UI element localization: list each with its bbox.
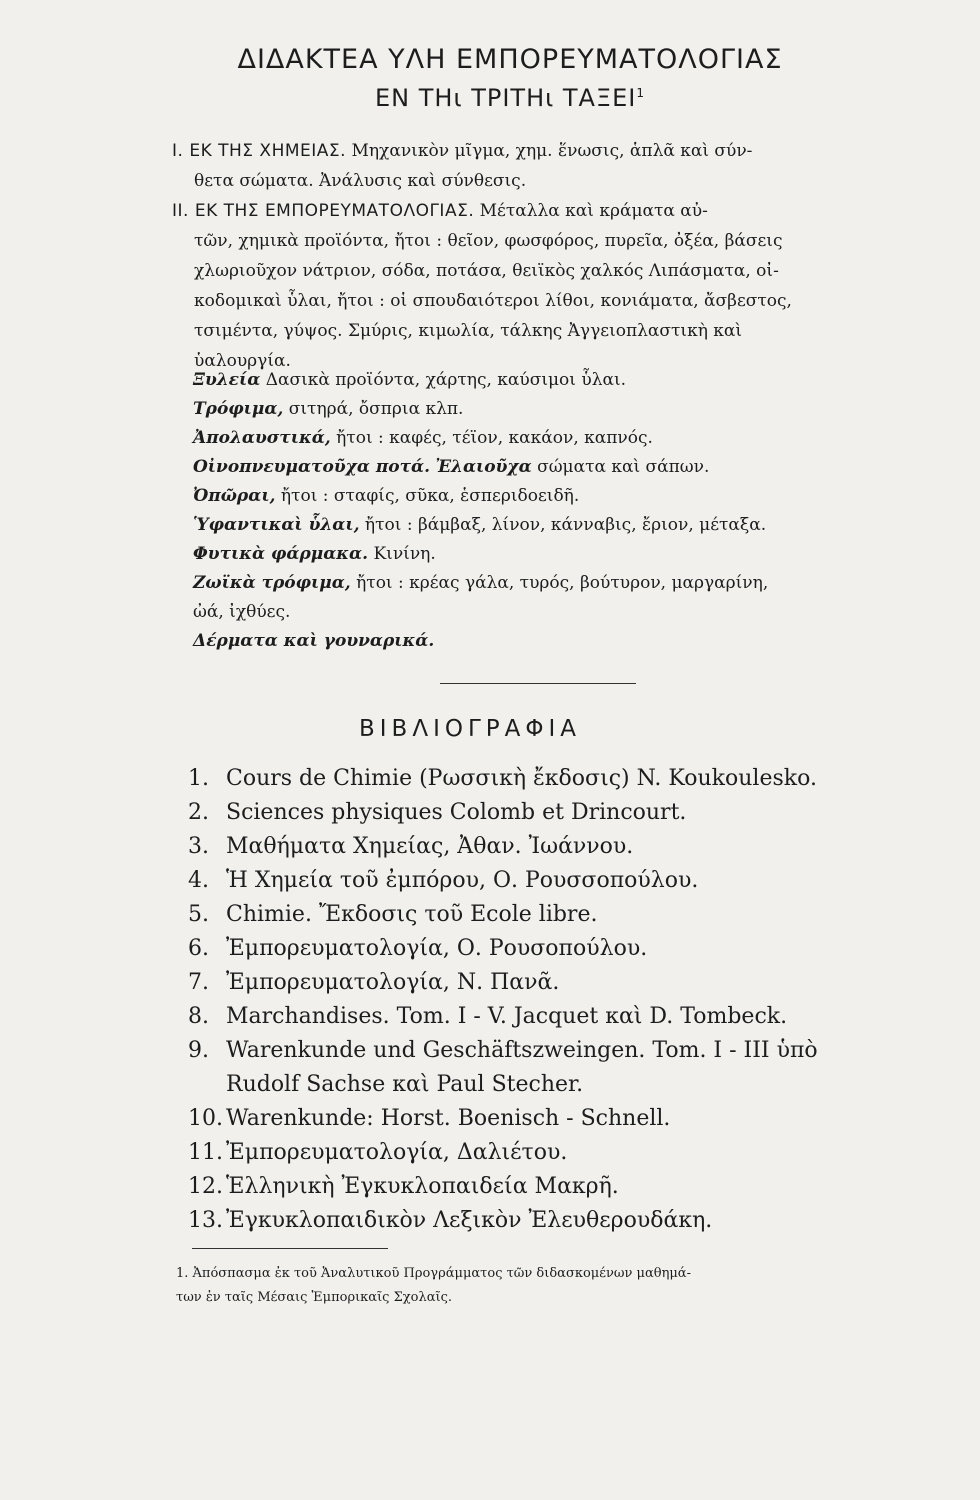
section-chemistry [172,136,902,196]
item-heading: Φυτικὰ φάρμακα. [193,544,369,564]
entry-text: Cours de Chimie (Ρωσσικὴ ἔκδοσις) N. Koukoulesko. [226,766,817,791]
entry-number: 13. [188,1208,223,1233]
item-text: ὠά, ἰχθύες. [193,602,291,622]
bibliography-entry [188,830,908,864]
item-text: σώματα καὶ σάπων. [537,457,710,477]
item-heading: Δέρματα καὶ γουναρικά. [193,631,435,651]
entry-text: Ἡ Χημεία τοῦ ἐμπόρου, Ο. Ρουσσοπούλου. [226,868,699,893]
entry-number: 1. [188,766,209,791]
entry-text: Ἑλληνικὴ Ἐγκυκλοπαιδεία Μακρῆ. [226,1174,619,1199]
entry-number: 9. [188,1038,209,1063]
section-text: Μηχανικὸν μῖγμα, χημ. ἕνωσις, ἁπλᾶ καὶ σύν- [351,141,753,161]
section-line: χλωριοῦχον νάτριον, σόδα, ποτάσα, θειϊκὸς χαλκός Λιπάσματα, οἰ- [194,261,779,281]
list-item [193,598,913,627]
bibliography-entry [188,1102,908,1136]
entry-text: Chimie. Ἔκδοσις τοῦ Ecole libre. [226,902,598,927]
footnote [176,1262,916,1310]
bibliography-entry [188,762,908,796]
list-item [193,540,913,569]
entry-number: 2. [188,800,209,825]
item-heading: Ὑφαντικαὶ ὗλαι, [193,515,360,535]
item-heading: Ἀπολαυστικά, [193,428,331,448]
bibliography-entry [188,898,908,932]
item-heading: Ὀπῶραι, [193,486,276,506]
bibliography-entry [188,1000,908,1034]
section-label: ΙΙ. ΕΚ ΤΗΣ ΕΜΠΟΡΕΥΜΑΤΟΛΟΓΙΑΣ. [172,201,475,221]
section-line [172,196,902,226]
footnote-line: 1. Ἀπόσπασμα ἐκ τοῦ Ἀναλυτικοῦ Προγράμματος τῶν διδασκομένων μαθημά- [176,1266,691,1281]
entry-number: 8. [188,1004,209,1029]
list-item [193,395,913,424]
item-heading: Ξυλεία [193,370,261,390]
item-text: ἤτοι : καφές, τέϊον, κακάον, καπνός. [336,428,653,448]
section-commodities [172,196,902,376]
bibliography-entry [188,1204,908,1238]
item-heading: Ἐλαιοῦχα [435,457,532,477]
entry-number: 3. [188,834,209,859]
bibliography-entry [188,966,908,1000]
section-line: κοδομικαὶ ὗλαι, ἤτοι : οἱ σπουδαιότεροι λίθοι, κονιάματα, ἄσβεστος, [194,291,792,311]
bibliography-entry [188,932,908,966]
entry-text: Ἐμπορευματολογία, Ν. Πανᾶ. [226,970,560,995]
page-title: ΔΙΔΑΚΤΕΑ ΥΛΗ ΕΜΠΟΡΕΥΜΑΤΟΛΟΓΙΑΣ [237,44,783,75]
item-text: Κινίνη. [373,544,436,564]
entry-number: 7. [188,970,209,995]
section-line: τσιμέντα, γύψος. Σμύρις, κιμωλία, τάλκης Ἀγγειοπλαστικὴ καὶ [194,321,743,341]
item-text: σιτηρά, ὄσπρια κλπ. [288,399,464,419]
bibliography-entry [188,1136,908,1170]
item-heading: Τρόφιμα, [193,399,284,419]
list-item [193,453,913,482]
item-text: Δασικὰ προϊόντα, χάρτης, καύσιμοι ὗλαι. [265,370,627,390]
entry-number: 11. [188,1140,223,1165]
footnote-line: των ἐν ταῖς Μέσαις Ἐμπορικαῖς Σχολαῖς. [176,1290,453,1305]
entry-text: Warenkunde und Geschäftszweingen. Tom. I - III ὑπὸ [226,1038,818,1063]
bibliography-entry [188,864,908,898]
item-text: ἤτοι : βάμβαξ, λίνον, κάνναβις, ἔριον, μέταξα. [364,515,767,535]
section-line: θετα σώματα. Ἀνάλυσις καὶ σύνθεσις. [194,171,527,191]
entry-continuation: Rudolf Sachse καὶ Paul Stecher. [226,1072,584,1097]
bibliography-entry [188,1034,908,1102]
entry-text: Warenkunde: Horst. Boenisch - Schnell. [226,1106,671,1131]
list-item [193,424,913,453]
bibliography-title: ΒΙΒΛΙΟΓΡΑΦΙΑ [359,716,581,742]
item-heading: Ζωϊκὰ τρόφιμα, [193,573,351,593]
entry-text: Ἐμπορευματολογία, Δαλιέτου. [226,1140,568,1165]
footnote-divider [192,1248,388,1249]
section-label: Ι. ΕΚ ΤΗΣ ΧΗΜΕΙΑΣ. [172,141,347,161]
bibliography-list [188,762,908,1238]
entry-text: Ἐμπορευματολογία, Ο. Ρουσοπούλου. [226,936,648,961]
section-line: τῶν, χημικὰ προϊόντα, ἤτοι : θεῖον, φωσφόρος, πυρεῖα, ὀξέα, βάσεις [194,231,783,251]
list-item [193,569,913,598]
footnote-marker: 1 [636,86,645,100]
bibliography-entry [188,1170,908,1204]
list-item [193,511,913,540]
entry-number: 5. [188,902,209,927]
page-subtitle [180,84,840,112]
entry-number: 10. [188,1106,223,1131]
section-text: Μέταλλα καὶ κράματα αὐ- [479,201,708,221]
section-line [172,136,902,166]
item-heading: Οἰνοπνευματοῦχα ποτά. [193,457,431,477]
entry-text: Μαθήματα Χημείας, Ἀθαν. Ἰωάννου. [226,834,634,859]
bibliography-entry [188,796,908,830]
entry-text: Ἐγκυκλοπαιδικὸν Λεξικὸν Ἐλευθερουδάκη. [226,1208,713,1233]
list-item [193,627,913,656]
item-text: ἤτοι : σταφίς, σῦκα, ἑσπεριδοειδῆ. [280,486,580,506]
entry-text: Marchandises. Tom. I - V. Jacquet καὶ D. Tombeck. [226,1004,788,1029]
entry-number: 4. [188,868,209,893]
subtitle-text: ΕΝ ΤΗι ΤΡΙΤΗι ΤΑΞΕΙ [375,84,637,112]
item-text: ἤτοι : κρέας γάλα, τυρός, βούτυρον, μαργαρίνη, [356,573,769,593]
section-divider [440,683,636,684]
entry-number: 6. [188,936,209,961]
list-item [193,482,913,511]
list-item [193,366,913,395]
entry-text: Sciences physiques Colomb et Drincourt. [226,800,687,825]
commodity-list [193,366,913,656]
entry-number: 12. [188,1174,223,1199]
section-line: ὑαλουργία. [194,351,291,371]
